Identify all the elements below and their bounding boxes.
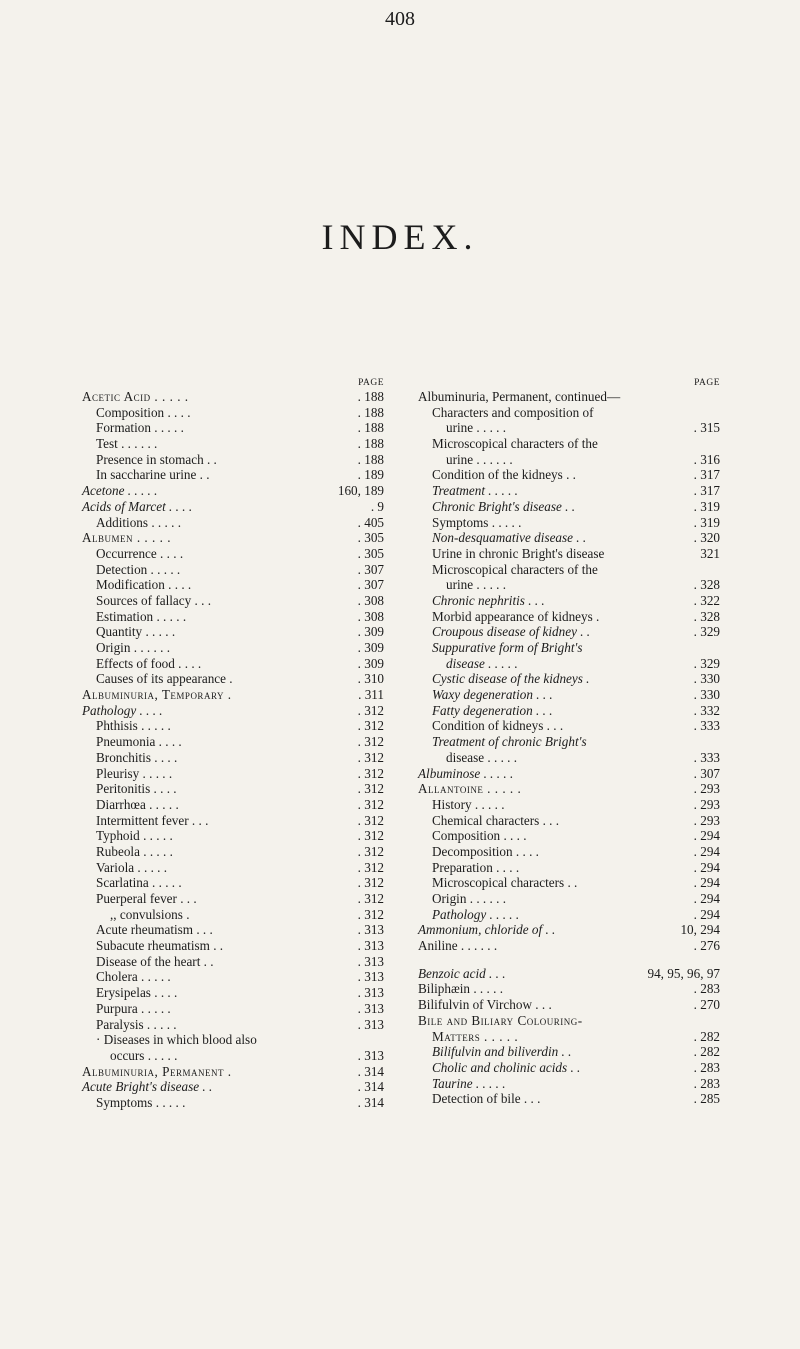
index-entry-term: occurs . . . . . (110, 1047, 178, 1063)
index-entry-term: Bilifulvin and biliverdin . . (432, 1044, 572, 1060)
index-entry (418, 844, 720, 860)
index-entry (82, 577, 384, 593)
index-entry-term: Benzoic acid . . . (418, 965, 506, 981)
index-entry-term: Chronic Bright's disease . . (432, 498, 575, 514)
index-entry-page: . 9 (368, 499, 384, 515)
index-entry-page: 321 (697, 546, 720, 562)
index-entry (418, 1091, 720, 1107)
index-entry (82, 1001, 384, 1017)
index-entry-term: Cholera . . . . . (96, 969, 171, 985)
index-entry-term: Occurrence . . . . (96, 545, 184, 561)
index-gap (418, 954, 720, 966)
index-entry-page: . 312 (355, 718, 384, 734)
index-entry-term: Presence in stomach . . (96, 451, 217, 467)
index-entry-term: Origin . . . . . . (432, 891, 506, 906)
index-entry (418, 1060, 720, 1076)
index-entry-term: Origin . . . . . . (96, 640, 170, 655)
index-entry-term: Aniline . . . . . . (418, 938, 498, 954)
index-entry-term: Additions . . . . . (96, 514, 181, 530)
index-entry (418, 483, 720, 499)
index-entry-page: . 405 (355, 515, 384, 531)
index-entry-term: Chemical characters . . . (432, 812, 560, 828)
index-entry-term: Peritonitis . . . . (96, 781, 177, 797)
index-entry-page: . 293 (691, 781, 720, 797)
index-entry-page: . 332 (691, 703, 720, 719)
index-entry-page: . 188 (355, 405, 384, 421)
index-entry-page: . 285 (691, 1091, 720, 1107)
index-entry-term: Albuminuria, Temporary . (82, 687, 232, 703)
index-entry-page: . 313 (355, 969, 384, 985)
index-entry (82, 875, 384, 891)
index-entry-page: . 330 (691, 671, 720, 687)
index-entry (418, 515, 720, 531)
index-entry-page: . 312 (355, 891, 384, 907)
index-entry (418, 813, 720, 829)
page-column-heading: PAGE (694, 378, 720, 388)
index-entry-term: Croupous disease of kidney . . (432, 624, 591, 640)
index-entry-term: Erysipelas . . . . (96, 985, 178, 1001)
index-entry-term: Waxy degeneration . . . (432, 687, 553, 703)
index-entry (418, 609, 720, 625)
index-entry (82, 828, 384, 844)
index-entry-page: . 312 (355, 875, 384, 891)
index-entry-page: . 188 (355, 452, 384, 468)
index-entry-page: . 333 (691, 718, 720, 734)
index-entry-term: Microscopical characters . . (432, 875, 578, 891)
index-entry (82, 891, 384, 907)
index-entry-page: . 293 (691, 797, 720, 813)
index-entry-page: . 312 (355, 750, 384, 766)
index-entry (418, 797, 720, 813)
index-entry-page: . 322 (691, 593, 720, 609)
index-entry (418, 828, 720, 844)
index-entry-term: Test . . . . . . (96, 436, 158, 452)
index-entry-page: 10, 294 (677, 922, 720, 938)
index-entry-page: . 329 (691, 624, 720, 640)
index-entry-term: Modification . . . . (96, 577, 192, 593)
index-entry-page: . 293 (691, 813, 720, 829)
index-entry-term: Composition . . . . (432, 828, 527, 844)
index-entry-term: Causes of its appearance . (96, 671, 233, 687)
index-entry-page: . 188 (355, 389, 384, 405)
index-entry (82, 907, 384, 923)
index-entry-term: Symptoms . . . . . (96, 1094, 186, 1110)
index-entry (418, 671, 720, 687)
index-entry (82, 483, 384, 499)
index-entry-page: . 317 (691, 467, 720, 483)
index-entry-page: . 294 (691, 875, 720, 891)
index-entry-term: Albuminuria, Permanent, continued— (418, 389, 621, 404)
index-entry-page: . 310 (355, 671, 384, 687)
index-entry (82, 938, 384, 954)
index-entry (82, 954, 384, 970)
index-entry-term: Scarlatina . . . . . (96, 875, 182, 891)
index-entry (82, 671, 384, 687)
index-entry-page: . 309 (355, 624, 384, 640)
index-entry (418, 640, 720, 656)
index-entry-page: . 312 (355, 734, 384, 750)
index-entry-term: Effects of food . . . . (96, 655, 202, 671)
index-entry (418, 875, 720, 891)
index-entry-term: Chronic nephritis . . . (432, 592, 545, 608)
index-entry-term: Diarrhœa . . . . . (96, 796, 179, 812)
index-entry (82, 985, 384, 1001)
index-entry-page: . 307 (691, 766, 720, 782)
index-entry (418, 1076, 720, 1092)
index-entry-term: Treatment . . . . . (432, 483, 518, 499)
index-entry-term: Pathology . . . . . (432, 906, 520, 922)
index-entry-page: . 308 (355, 593, 384, 609)
index-entry-term: Pleurisy . . . . . (96, 765, 173, 781)
index-entry-term: Cystic disease of the kidneys . (432, 671, 590, 687)
index-entry (418, 499, 720, 515)
index-entry (418, 966, 720, 982)
index-entry (82, 922, 384, 938)
index-entry-term: · Diseases in which blood also (96, 1032, 257, 1048)
index-entry (82, 1095, 384, 1111)
index-entry (418, 750, 720, 766)
index-entry-page: . 312 (355, 828, 384, 844)
index-entry (82, 766, 384, 782)
page-column-heading: PAGE (358, 378, 384, 388)
index-entry-term: Typhoid . . . . . (96, 828, 173, 844)
index-entry-page: . 188 (355, 436, 384, 452)
index-entry-page: . 330 (691, 687, 720, 703)
index-entry-page: . 312 (355, 766, 384, 782)
index-entry-page: . 312 (355, 781, 384, 797)
index-entry-page: . 333 (691, 750, 720, 766)
index-entry (82, 1048, 384, 1064)
index-entry-term: Formation . . . . . (96, 420, 184, 436)
index-entry-term: Bilifulvin of Virchow . . . (418, 997, 552, 1013)
index-entry-term: Ammonium, chloride of . . (418, 922, 556, 938)
index-entry (418, 860, 720, 876)
index-entry-term: Matters . . . . . (432, 1028, 519, 1044)
index-entry-term: ,, convulsions . (110, 906, 190, 922)
index-entry-term: Variola . . . . . (96, 859, 168, 875)
index-entry-page: . 294 (691, 907, 720, 923)
index-entry-term: Acetone . . . . . (82, 483, 158, 499)
index-entry-term: Albumen . . . . . (82, 530, 171, 546)
index-entry-page: . 313 (355, 922, 384, 938)
index-entry (82, 734, 384, 750)
index-entry-page: . 188 (355, 420, 384, 436)
index-entry-term: Phthisis . . . . . (96, 718, 171, 734)
index-entry (82, 452, 384, 468)
index-entry (418, 766, 720, 782)
index-entry-term: History . . . . . (432, 796, 505, 812)
index-entry (82, 781, 384, 797)
index-entry-page: . 307 (355, 577, 384, 593)
index-entry (82, 562, 384, 578)
index-entry-term: disease . . . . . (446, 749, 518, 765)
index-entry-page: . 328 (691, 609, 720, 625)
index-entry-page: . 305 (355, 530, 384, 546)
index-entry-term: Microscopical characters of the (432, 436, 598, 452)
index-entry (418, 562, 720, 578)
index-entry-page: . 312 (355, 860, 384, 876)
index-entry-term: Pathology . . . . (82, 702, 163, 718)
index-entry-term: Estimation . . . . . (96, 608, 187, 624)
index-entry (82, 1064, 384, 1080)
index-entry (82, 420, 384, 436)
index-entry (82, 593, 384, 609)
index-entry (418, 938, 720, 954)
index-entry-term: Rubeola . . . . . (96, 843, 173, 859)
index-column-right (418, 377, 720, 1107)
index-entry-page: . 308 (355, 609, 384, 625)
page-number: 408 (385, 8, 415, 30)
index-entry (418, 981, 720, 997)
index-entry (82, 389, 384, 405)
index-entry (82, 750, 384, 766)
index-entry (418, 577, 720, 593)
index-entry-page: . 312 (355, 844, 384, 860)
index-entry-term: Suppurative form of Bright's (432, 640, 583, 655)
index-entry (418, 703, 720, 719)
index-entry (82, 467, 384, 483)
index-entry-term: urine . . . . . (446, 577, 507, 593)
index-entry-page: . 313 (355, 1048, 384, 1064)
index-entry (418, 405, 720, 421)
index-entry-page: . 189 (355, 467, 384, 483)
index-entry (418, 656, 720, 672)
index-entry (82, 515, 384, 531)
index-entry (418, 997, 720, 1013)
index-entry (418, 781, 720, 797)
index-entry-term: Disease of the heart . . (96, 953, 214, 969)
index-entry-page: . 309 (355, 640, 384, 656)
index-entry (82, 1017, 384, 1033)
index-entry-page: . 313 (355, 1001, 384, 1017)
index-entry-page: . 276 (691, 938, 720, 954)
index-entry-term: Fatty degeneration . . . (432, 702, 553, 718)
index-entry-term: Bile and Biliary Colouring- (418, 1012, 583, 1028)
index-entry-term: Condition of kidneys . . . (432, 718, 564, 734)
index-entry (82, 844, 384, 860)
index-entry (82, 687, 384, 703)
index-entry-page: . 283 (691, 1076, 720, 1092)
index-entry-term: Non-desquamative disease . . (432, 530, 587, 546)
index-entry-page: . 311 (355, 687, 384, 703)
index-entry (418, 467, 720, 483)
index-entry-term: In saccharine urine . . (96, 467, 210, 483)
index-entry (418, 1029, 720, 1045)
index-entry-term: Paralysis . . . . . (96, 1016, 177, 1032)
index-entry-term: Taurine . . . . . (432, 1075, 506, 1091)
index-entry-page: . 283 (691, 1060, 720, 1076)
index-entry-page: . 312 (355, 797, 384, 813)
index-entry (82, 499, 384, 515)
index-entry (82, 624, 384, 640)
index-entry (82, 640, 384, 656)
index-entry-page: . 315 (691, 420, 720, 436)
index-entry-term: Symptoms . . . . . (432, 514, 522, 530)
index-entry (418, 546, 720, 562)
index-entry-term: Intermittent fever . . . (96, 812, 209, 828)
index-entry-term: Condition of the kidneys . . (432, 467, 576, 483)
index-entry-page: 94, 95, 96, 97 (644, 966, 720, 982)
index-entry (82, 703, 384, 719)
index-entry (418, 907, 720, 923)
index-entry-term: Cholic and cholinic acids . . (432, 1059, 581, 1075)
index-entry-term: Urine in chronic Bright's disease (432, 545, 605, 561)
index-entry-term: Allantoine . . . . . (418, 781, 522, 797)
index-entry (418, 687, 720, 703)
index-entry-term: Decomposition . . . . (432, 843, 539, 859)
index-entry (82, 969, 384, 985)
index-entry (418, 718, 720, 734)
index-column-left (82, 377, 384, 1111)
index-entry (82, 609, 384, 625)
index-entry-term: Preparation . . . . (432, 859, 520, 875)
index-entry-page: . 270 (691, 997, 720, 1013)
index-entry (82, 797, 384, 813)
index-entry (82, 436, 384, 452)
index-entry-term: Puerperal fever . . . (96, 891, 197, 906)
index-entry-page: . 294 (691, 828, 720, 844)
index-entry (418, 734, 720, 750)
index-entry-page: . 313 (355, 985, 384, 1001)
index-entry-term: Morbid appearance of kidneys . (432, 608, 600, 624)
index-entry-page: . 319 (691, 499, 720, 515)
index-entry-page: . 313 (355, 1017, 384, 1033)
index-entry-term: Pneumonia . . . . (96, 734, 182, 750)
index-entry-term: Detection . . . . . (96, 561, 181, 577)
index-entry-page: . 313 (355, 954, 384, 970)
index-entry (418, 922, 720, 938)
index-entry (418, 593, 720, 609)
index-entry-page: . 282 (691, 1029, 720, 1045)
index-entry-page: . 328 (691, 577, 720, 593)
index-entry (418, 452, 720, 468)
index-entry (418, 436, 720, 452)
index-entry (418, 1013, 720, 1029)
index-entry-page: . 294 (691, 844, 720, 860)
index-entry-term: Detection of bile . . . (432, 1091, 541, 1107)
index-entry (82, 530, 384, 546)
index-entry-term: Albuminose . . . . . (418, 765, 514, 781)
index-entry-page: . 320 (691, 530, 720, 546)
index-entry-page: . 283 (691, 981, 720, 997)
index-entry (418, 420, 720, 436)
index-entry (82, 546, 384, 562)
index-entry-page: . 314 (355, 1064, 384, 1080)
index-entry-term: Subacute rheumatism . . (96, 938, 224, 954)
index-entry-page: . 317 (691, 483, 720, 499)
index-entry-term: Acute rheumatism . . . (96, 922, 213, 938)
index-entry-page: . 313 (355, 938, 384, 954)
index-entry-term: Composition . . . . (96, 404, 191, 420)
index-entry (82, 813, 384, 829)
index-entry (418, 530, 720, 546)
index-entry-page: . 294 (691, 860, 720, 876)
page-title: INDEX. (321, 217, 479, 257)
index-entry (82, 1079, 384, 1095)
index-entry-page: . 307 (355, 562, 384, 578)
index-entry-page: . 312 (355, 907, 384, 923)
index-entry-term: Treatment of chronic Bright's (432, 734, 587, 750)
index-entry-page: . 282 (691, 1044, 720, 1060)
index-entry-term: Microscopical characters of the (432, 561, 598, 577)
index-entry (82, 1032, 384, 1048)
index-entry-term: Acute Bright's disease . . (82, 1079, 213, 1095)
index-entry (418, 624, 720, 640)
index-entry-page: . 314 (355, 1079, 384, 1095)
index-entry-term: Acids of Marcet . . . . (82, 498, 193, 514)
index-entry-page: . 316 (691, 452, 720, 468)
index-entry-term: Characters and composition of (432, 404, 594, 420)
index-entry (82, 860, 384, 876)
index-entry-term: Purpura . . . . . (96, 1000, 171, 1016)
index-entry-page: . 309 (355, 656, 384, 672)
index-entry-term: urine . . . . . (446, 420, 507, 436)
index-entry-page: . 329 (691, 656, 720, 672)
index-entry-term: Bronchitis . . . . (96, 749, 178, 765)
index-entry-page: . 305 (355, 546, 384, 562)
index-entry (82, 656, 384, 672)
index-entry-term: Acetic Acid . . . . . (82, 389, 189, 404)
index-entry (418, 389, 720, 405)
index-entry-term: Quantity . . . . . (96, 624, 176, 640)
index-entry-term: Sources of fallacy . . . (96, 592, 211, 608)
index-entry (418, 891, 720, 907)
index-entry-term: Albuminuria, Permanent . (82, 1063, 232, 1079)
index-entry (82, 405, 384, 421)
index-entry-page: . 312 (355, 813, 384, 829)
index-entry-term: urine . . . . . . (446, 451, 513, 467)
index-entry (418, 1044, 720, 1060)
index-entry-page: . 312 (355, 703, 384, 719)
index-entry (82, 718, 384, 734)
index-entry-page: . 294 (691, 891, 720, 907)
index-entry-term: Biliphæin . . . . . (418, 981, 503, 997)
index-entry-page: 160, 189 (335, 483, 384, 499)
index-entry-page: . 314 (355, 1095, 384, 1111)
index-entry-term: disease . . . . . (446, 655, 518, 671)
index-entry-page: . 319 (691, 515, 720, 531)
